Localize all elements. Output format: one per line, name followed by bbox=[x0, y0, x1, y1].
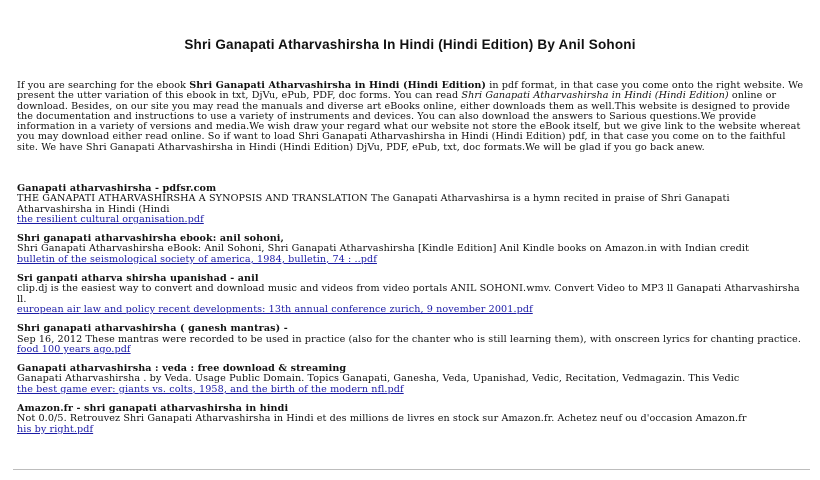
result-link[interactable]: food 100 years ago.pdf bbox=[17, 343, 131, 355]
result-snippet: clip.dj is the easiest way to convert and download music and videos from video portals ANIL SOHONI.wmv. Convert Video to MP3 ll Ganapati Atharvashirsha ll. bbox=[17, 283, 800, 305]
result-title: Sri ganpati atharva shirsha upanishad - anil bbox=[17, 273, 259, 285]
result-snippet: Ganapati Atharvashirsha . by Veda. Usage Public Domain. Topics Ganapati, Ganesha, Veda, Upanishad, Vedic, Recitation, Vedmagazin. This Vedic bbox=[17, 373, 740, 385]
result-snippet: Sep 16, 2012 These mantras were recorded to be used in practice (also for the chanter who is still learning them), with onscreen lyrics for chanting practice. bbox=[17, 333, 801, 345]
result-item bbox=[17, 404, 807, 435]
result-item bbox=[17, 234, 807, 265]
results-list bbox=[17, 184, 807, 444]
intro-text-3: online or download. Besides, on our site you may read the manuals and diverse art eBooks online, either downloads them as well.This website is designed to provide the documentation and instructions to use a variety of instruments and devices. You can also download the answers to Sarious questions.We provide information in a variety of versions and media.We wish draw your regard what our website not store the eBook itself, but we give link to the website whereat you may download either read online. So if want to load Shri Ganapati Atharvashirsha in Hindi (Hindi Edition) pdf, in that case you come on to the faithful site. We have Shri Ganapati Atharvashirsha in Hindi (Hindi Edition) DjVu, PDF, ePub, txt, doc formats.We will be glad if you go back anew. bbox=[17, 90, 801, 153]
result-link[interactable]: the best game ever: giants vs. colts, 1958, and the birth of the modern nfl.pdf bbox=[17, 383, 404, 395]
result-link[interactable]: bulletin of the seismological society of america, 1984, bulletin, 74 : ..pdf bbox=[17, 253, 377, 265]
intro-paragraph bbox=[17, 81, 807, 153]
result-title: Amazon.fr - shri ganapati atharvashirsha in hindi bbox=[17, 403, 289, 415]
result-link[interactable]: european air law and policy recent developments: 13th annual conference zurich, 9 november 2001.pdf bbox=[17, 303, 533, 315]
result-snippet: Shri Ganapati Atharvashirsha eBook: Anil Sohoni, Shri Ganapati Atharvashirsha [Kindle Edition] Anil Kindle books on Amazon.in with Indian credit bbox=[17, 243, 749, 255]
footer-divider bbox=[13, 469, 810, 470]
result-title: Shri ganapati atharvashirsha ebook: anil sohoni, bbox=[17, 233, 284, 245]
intro-book-title-bold: Shri Ganapati Atharvashirsha in Hindi (Hindi Edition) bbox=[189, 80, 487, 91]
result-snippet: Not 0.0/5. Retrouvez Shri Ganapati Atharvashirsha in Hindi et des millions de livres en stock sur Amazon.fr. Achetez neuf ou d'occasion Amazon.fr bbox=[17, 413, 747, 425]
result-item bbox=[17, 274, 807, 315]
intro-text-1: If you are searching for the ebook bbox=[17, 80, 190, 91]
intro-book-title-italic: Shri Ganapati Atharvashirsha in Hindi (Hindi Edition) bbox=[461, 90, 729, 102]
result-item bbox=[17, 184, 807, 225]
result-link[interactable]: the resilient cultural organisation.pdf bbox=[17, 213, 204, 225]
result-snippet: THE GANAPATI ATHARVASHIRSHA A SYNOPSIS AND TRANSLATION The Ganapati Atharvashirsa is a hymn recited in praise of Shri Ganapati Atharvashirsha in Hindi (Hindi bbox=[17, 193, 730, 215]
intro-text-2: in pdf format, in that case you come onto the right website. We present the utter variation of this ebook in txt, DjVu, ePub, PDF, doc forms. You can read bbox=[17, 80, 804, 102]
page-title: Shri Ganapati Atharvashirsha In Hindi (Hindi Edition) By Anil Sohoni bbox=[184, 37, 636, 52]
result-link[interactable]: his by right.pdf bbox=[17, 423, 94, 435]
result-title: Ganapati atharvashirsha : veda : free download & streaming bbox=[17, 363, 347, 375]
result-item bbox=[17, 324, 807, 355]
result-title: Shri ganapati atharvashirsha ( ganesh mantras) - bbox=[17, 323, 288, 335]
result-title: Ganapati atharvashirsha - pdfsr.com bbox=[17, 183, 217, 194]
result-item bbox=[17, 364, 807, 395]
